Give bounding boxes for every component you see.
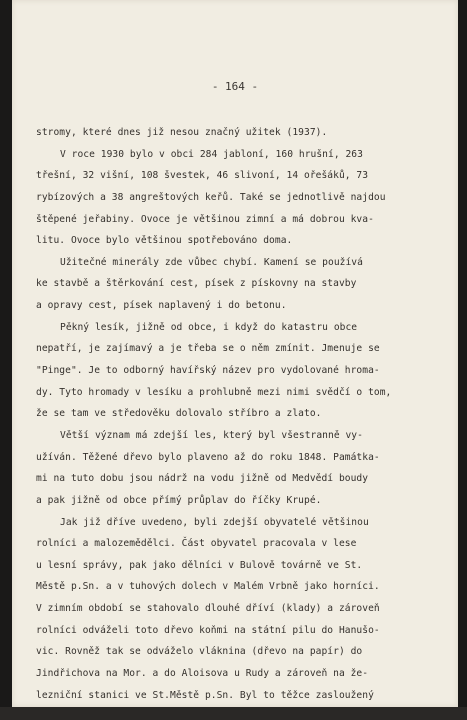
text-line: a opravy cest, písek naplavený i do betonu.	[36, 300, 287, 312]
text-line: "Pinge". Je to odborný havířský název pro vydolované hroma-	[36, 365, 380, 377]
document-page	[12, 0, 458, 707]
text-line: mi na tuto dobu jsou nádrž na vodu jižně od Medvědí boudy	[36, 473, 369, 485]
text-line: rybízových a 38 angreštových keřů. Také se jednotlivě najdou	[36, 191, 386, 203]
text-line: že se tam ve středověku dolovalo stříbro a zlato.	[36, 408, 322, 420]
text-line: V zimním období se stahovalo dlouhé dříví (klady) a zároveň	[36, 603, 380, 615]
text-line: Městě p.Sn. a v tuhových dolech v Malém Vrbně jako horníci.	[36, 581, 380, 593]
text-line: a pak jižně od obce přímý průplav do říčky Krupé.	[36, 494, 322, 506]
text-line: Pěkný lesík, jižně od obce, i když do katastru obce	[60, 321, 358, 333]
page-number: - 164 -	[211, 80, 259, 93]
text-line: Větší význam má zdejší les, který byl všestranně vy-	[60, 429, 363, 441]
text-line: rolníci odváželi toto dřevo koňmi na státní pilu do Hanušo-	[36, 624, 380, 636]
text-line: litu. Ovoce bylo většinou spotřebováno doma.	[36, 235, 293, 247]
text-line: stromy, které dnes již nesou značný užitek (1937).	[36, 127, 328, 138]
scan-bottom-edge	[0, 707, 467, 720]
text-line: Jak již dříve uvedeno, byli zdejší obyvatelé většinou	[60, 516, 369, 528]
text-line: Užitečné minerály zde vůbec chybí. Kamení se používá	[60, 256, 363, 268]
text-line: rolníci a malozemědělci. Část obyvatel pracovala v lese	[36, 538, 357, 550]
text-line: Jindřichova na Mor. a do Aloisova u Rudy a zároveň na že-	[36, 668, 369, 680]
text-line: užíván. Těžené dřevo bylo plaveno až do roku 1848. Památka-	[36, 451, 380, 463]
text-line: u lesní správy, pak jako dělníci v Bulově továrně ve St.	[36, 559, 363, 571]
text-line: dy. Tyto hromady v lesíku a prohlubně mezi nimi svědčí o tom,	[36, 386, 392, 398]
text-line: lezniční stanici ve St.Městě p.Sn. Byl to těžce zasloužený	[36, 689, 374, 701]
text-line: nepatří, je zajímavý a je třeba se o něm zmínit. Jmenuje se	[36, 343, 380, 355]
text-line: štěpené jeřabiny. Ovoce je většinou zimní a má dobrou kva-	[36, 213, 374, 225]
text-line: třešní, 32 višní, 108 švestek, 46 slivoní, 14 ořešáků, 73	[36, 170, 369, 182]
text-line: ke stavbě a štěrkování cest, písek z pískovny na stavby	[36, 278, 357, 290]
text-line: vic. Rovněž tak se odváželo vláknina (dřevo na papír) do	[36, 646, 363, 658]
body-text	[36, 122, 436, 706]
text-line: V roce 1930 bylo v obci 284 jabloní, 160 hrušní, 263	[60, 148, 363, 160]
